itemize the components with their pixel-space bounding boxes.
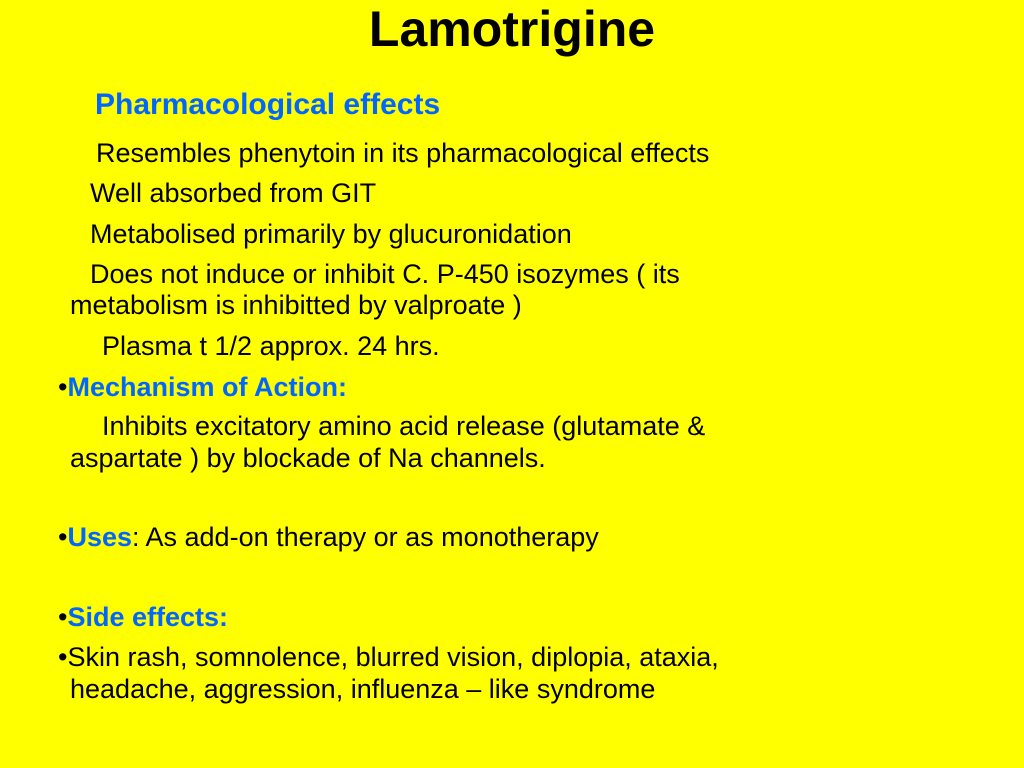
bullet-side-effects: • [58, 602, 68, 632]
pharm-line-4: Does not induce or inhibit C. P-450 isozymes ( its [90, 259, 680, 289]
uses-text: : As add-on therapy or as monotherapy [132, 522, 599, 552]
mechanism-line-1: Inhibits excitatory amino acid release (glutamate & [102, 411, 706, 441]
pharm-line-6: Plasma t 1/2 approx. 24 hrs. [102, 331, 440, 361]
mechanism-line-2: aspartate ) by blockade of Na channels. [70, 443, 546, 473]
mechanism-heading-row [58, 371, 347, 403]
mechanism-of-action-heading: Mechanism of Action: [67, 372, 347, 402]
uses-heading: Uses [67, 522, 132, 552]
side-effects-heading: Side effects: [67, 602, 229, 632]
pharm-line-3: Metabolised primarily by glucuronidation [90, 219, 572, 249]
side-effects-line-2: headache, aggression, influenza – like syndrome [70, 674, 656, 704]
slide-title: Lamotrigine [368, 1, 656, 57]
side-effects-line-1 [58, 641, 719, 673]
uses-row [58, 521, 599, 553]
bullet-side-list: • [58, 642, 68, 672]
bullet-mechanism: • [58, 372, 68, 402]
pharm-line-2: Well absorbed from GIT [90, 178, 377, 208]
bullet-uses: • [58, 522, 68, 552]
pharm-line-1: Resembles phenytoin in its pharmacological effects [96, 138, 710, 168]
side-effects-text-1: Skin rash, somnolence, blurred vision, diplopia, ataxia, [67, 642, 719, 672]
pharmacological-effects-heading: Pharmacological effects [95, 88, 441, 121]
pharm-line-5: metabolism is inhibitted by valproate ) [70, 290, 522, 320]
side-effects-heading-row [58, 601, 228, 633]
